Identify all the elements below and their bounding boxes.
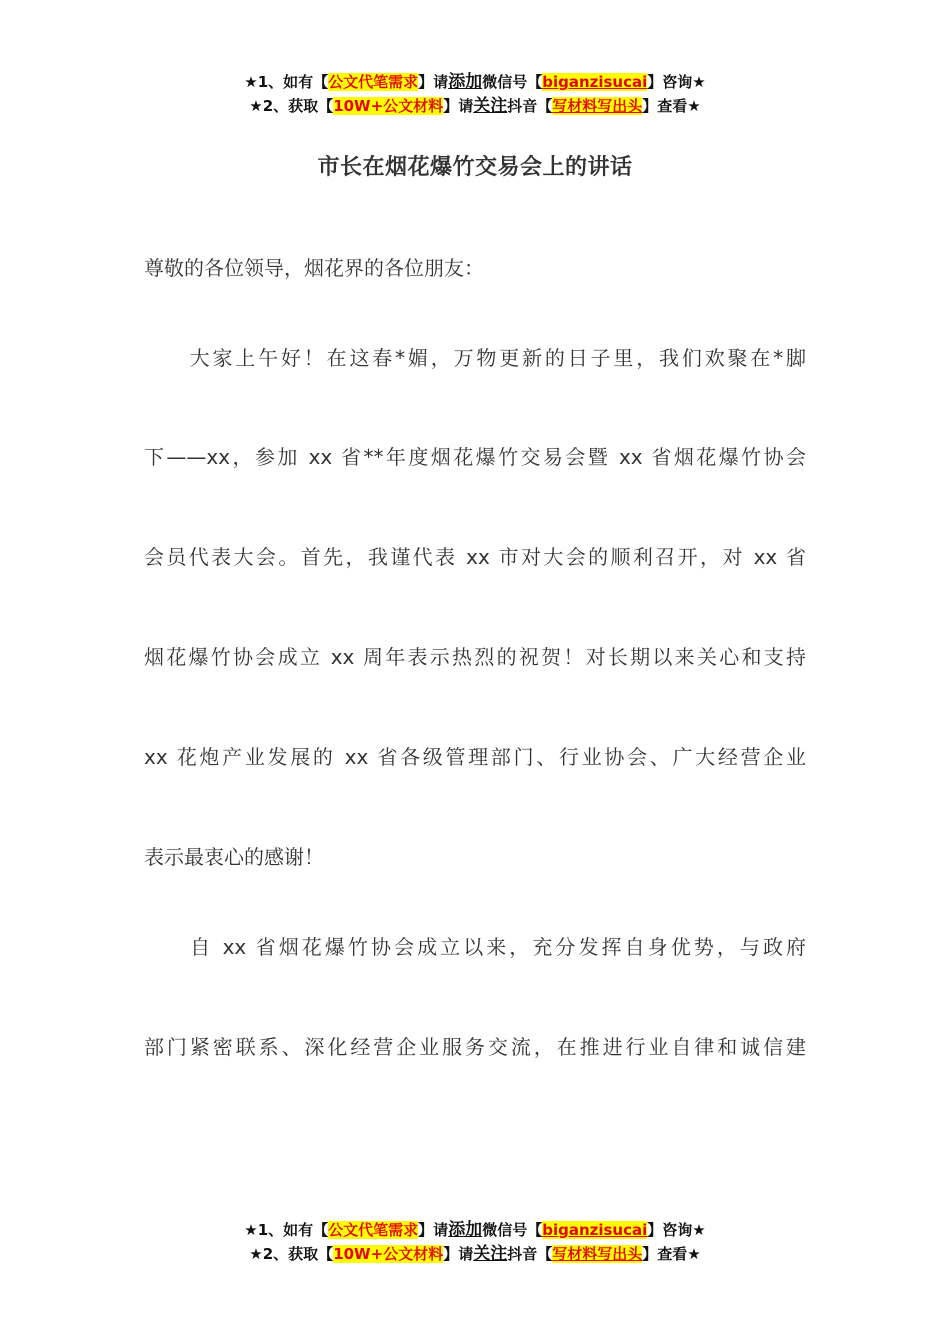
paragraph-line: 自 xx 省烟花爆竹协会成立以来，充分发挥自身优势，与政府 — [144, 935, 806, 959]
promo-emphasis-follow: 关注 — [473, 96, 508, 116]
promo-text: 】请 — [418, 1221, 449, 1239]
promo-text: ★1、如有【 — [244, 73, 329, 91]
promo-highlight-materials: 10W+公文材料 — [333, 97, 444, 115]
promo-wechat-id[interactable]: biganzisucai — [542, 1221, 648, 1239]
promo-text: ★2、获取【 — [249, 97, 334, 115]
promo-text: ★1、如有【 — [244, 1221, 329, 1239]
paragraph-line: 下——xx，参加 xx 省**年度烟花爆竹交易会暨 xx 省烟花爆竹协会 — [144, 445, 806, 469]
promo-text: 微信号【 — [482, 1221, 543, 1239]
promo-douyin-account[interactable]: 写材料写出头 — [552, 1245, 643, 1263]
promo-emphasis-add: 添加 — [448, 72, 483, 92]
promo-text: 】请 — [443, 97, 474, 115]
footer-promo — [0, 1218, 950, 1266]
paragraph-line: 会员代表大会。首先，我谨代表 xx 市对大会的顺利召开，对 xx 省 — [144, 545, 806, 569]
page-title: 市长在烟花爆竹交易会上的讲话 — [317, 155, 633, 180]
promo-line-1 — [0, 70, 950, 94]
promo-emphasis-add: 添加 — [448, 1220, 483, 1240]
paragraph-line: 表示最衷心的感谢！ — [144, 845, 324, 869]
promo-text: 】查看★ — [642, 97, 701, 115]
promo-line-1 — [0, 1218, 950, 1242]
salutation: 尊敬的各位领导，烟花界的各位朋友： — [144, 256, 484, 280]
promo-wechat-id[interactable]: biganzisucai — [542, 73, 648, 91]
promo-highlight-materials: 10W+公文材料 — [333, 1245, 444, 1263]
promo-highlight-service: 公文代笔需求 — [328, 1221, 419, 1239]
promo-emphasis-follow: 关注 — [473, 1244, 508, 1264]
promo-line-2 — [0, 94, 950, 118]
promo-text: 】查看★ — [642, 1245, 701, 1263]
header-promo — [0, 70, 950, 118]
promo-text: 抖音【 — [507, 97, 553, 115]
promo-highlight-service: 公文代笔需求 — [328, 73, 419, 91]
promo-text: 】请 — [443, 1245, 474, 1263]
paragraph-line: 部门紧密联系、深化经营企业服务交流，在推进行业自律和诚信建 — [144, 1035, 806, 1059]
promo-douyin-account[interactable]: 写材料写出头 — [552, 97, 643, 115]
promo-text: 抖音【 — [507, 1245, 553, 1263]
promo-text: 】咨询★ — [647, 1221, 706, 1239]
promo-text: ★2、获取【 — [249, 1245, 334, 1263]
paragraph-line: 大家上午好！在这春*媚，万物更新的日子里，我们欢聚在*脚 — [144, 346, 806, 370]
promo-text: 微信号【 — [482, 73, 543, 91]
promo-text: 】请 — [418, 73, 449, 91]
paragraph-line: 烟花爆竹协会成立 xx 周年表示热烈的祝贺！对长期以来关心和支持 — [144, 645, 806, 669]
promo-line-2 — [0, 1242, 950, 1266]
paragraph-line: xx 花炮产业发展的 xx 省各级管理部门、行业协会、广大经营企业 — [144, 745, 806, 769]
promo-text: 】咨询★ — [647, 73, 706, 91]
